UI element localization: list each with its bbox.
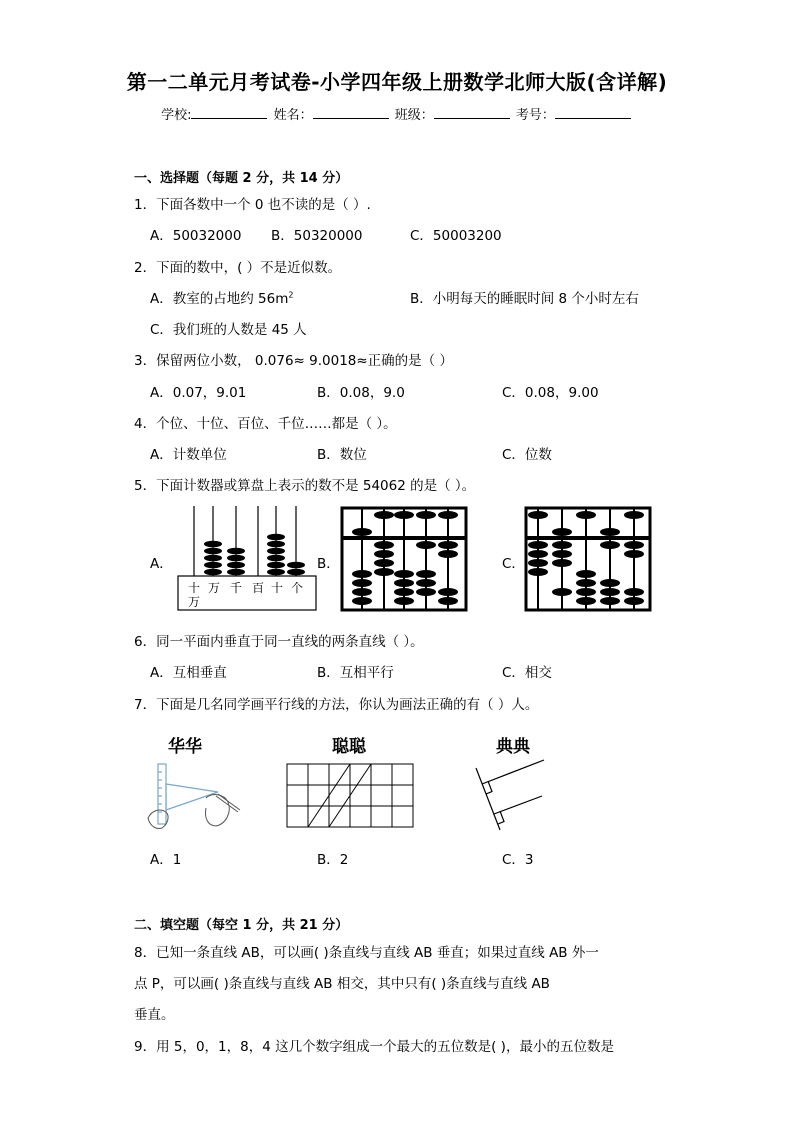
school-blank[interactable]: [191, 106, 267, 119]
q1-option-a[interactable]: A．50032000: [150, 228, 242, 244]
counter-label-bai: 百: [252, 581, 265, 595]
congcong-figure: [286, 763, 414, 829]
question-2: 2．下面的数中，( ）不是近似数。: [134, 260, 342, 276]
q7-option-a[interactable]: A．1: [150, 852, 182, 868]
question-6: 6．同一平面内垂直于同一直线的两条直线（ ）。: [134, 634, 424, 650]
counter-label-ge: 个: [291, 581, 304, 595]
id-blank[interactable]: [555, 106, 631, 119]
q4-option-c[interactable]: C．位数: [502, 447, 552, 463]
abacus-c-figure: [524, 506, 652, 612]
q6-option-b[interactable]: B．互相平行: [317, 665, 394, 681]
q2-option-a[interactable]: [150, 287, 293, 307]
question-9-line-1: 9．用 5，0，1，8，4 这几个数字组成一个最大的五位数是( )，最小的五位数是: [134, 1039, 614, 1055]
student-info-row: [0, 104, 794, 123]
q1-option-b[interactable]: B．50320000: [271, 228, 363, 244]
q2-option-c[interactable]: C．我们班的人数是 45 人: [150, 322, 307, 338]
q3-option-a[interactable]: A．0.07，9.01: [150, 385, 247, 401]
question-8-line-2: 点 P，可以画( )条直线与直线 AB 相交，其中只有( )条直线与直线 AB: [134, 976, 550, 992]
figure-title-diandian: 典典: [496, 737, 530, 757]
abacus-b-figure: [340, 506, 468, 612]
name-blank[interactable]: [313, 106, 389, 119]
q6-option-c[interactable]: C．相交: [502, 665, 552, 681]
q6-option-a[interactable]: A．互相垂直: [150, 665, 227, 681]
id-label: 考号：: [515, 108, 555, 123]
counter-label-wan2: 万: [188, 595, 201, 609]
question-4: 4．个位、十位、百位、千位……都是（ ）。: [134, 416, 397, 432]
q1-option-c[interactable]: C．50003200: [410, 228, 502, 244]
counter-label-wan: 万: [208, 581, 221, 595]
q5-option-a[interactable]: A．: [150, 556, 173, 572]
q4-option-b[interactable]: B．数位: [317, 447, 367, 463]
q2-option-a-text: A．教室的占地约 56m: [150, 291, 289, 307]
counter-a-figure: [176, 504, 318, 612]
q4-option-a[interactable]: A．计数单位: [150, 447, 227, 463]
counter-label-shi2: 十: [271, 581, 284, 595]
section-heading-choice: 一、选择题（每题 2 分，共 14 分）: [134, 171, 349, 186]
page-title: 第一二单元月考试卷-小学四年级上册数学北师大版(含详解): [126, 70, 668, 94]
q5-option-b[interactable]: B．: [317, 556, 340, 572]
question-5: 5．下面计数器或算盘上表示的数不是 54062 的是（ ）。: [134, 478, 476, 494]
question-8-line-1: 8．已知一条直线 AB，可以画( )条直线与直线 AB 垂直；如果过直线 AB 外一: [134, 945, 599, 961]
name-label: 姓名：: [273, 108, 313, 123]
huahua-figure: [146, 762, 246, 834]
counter-label-qian: 千: [230, 581, 243, 595]
class-label: 班级：: [394, 108, 434, 123]
counter-label-shi: 十: [188, 581, 201, 595]
question-7: 7．下面是几名同学画平行线的方法，你认为画法正确的有（ ）人。: [134, 697, 539, 713]
q7-option-c[interactable]: C．3: [502, 852, 534, 868]
figure-title-congcong: 聪聪: [332, 737, 366, 757]
section-heading-fill: 二、填空题（每空 1 分，共 21 分）: [134, 918, 349, 933]
q3-option-c[interactable]: C．0.08，9.00: [502, 385, 599, 401]
q3-option-b[interactable]: B．0.08，9.0: [317, 385, 405, 401]
figure-title-huahua: 华华: [168, 737, 202, 757]
question-1: 1．下面各数中一个 0 也不读的是（ ）.: [134, 197, 371, 213]
question-8-line-3: 垂直。: [134, 1007, 175, 1023]
class-blank[interactable]: [434, 106, 510, 119]
q2-option-b[interactable]: B．小明每天的睡眠时间 8 个小时左右: [410, 291, 639, 307]
diandian-figure: [474, 756, 546, 832]
q7-option-b[interactable]: B．2: [317, 852, 349, 868]
q2-option-a-sup: 2: [288, 290, 294, 300]
question-3: 3．保留两位小数， 0.076≈ 9.0018≈正确的是（ ）: [134, 353, 453, 369]
q5-option-c[interactable]: C．: [502, 556, 525, 572]
school-label: 学校:: [161, 108, 192, 123]
